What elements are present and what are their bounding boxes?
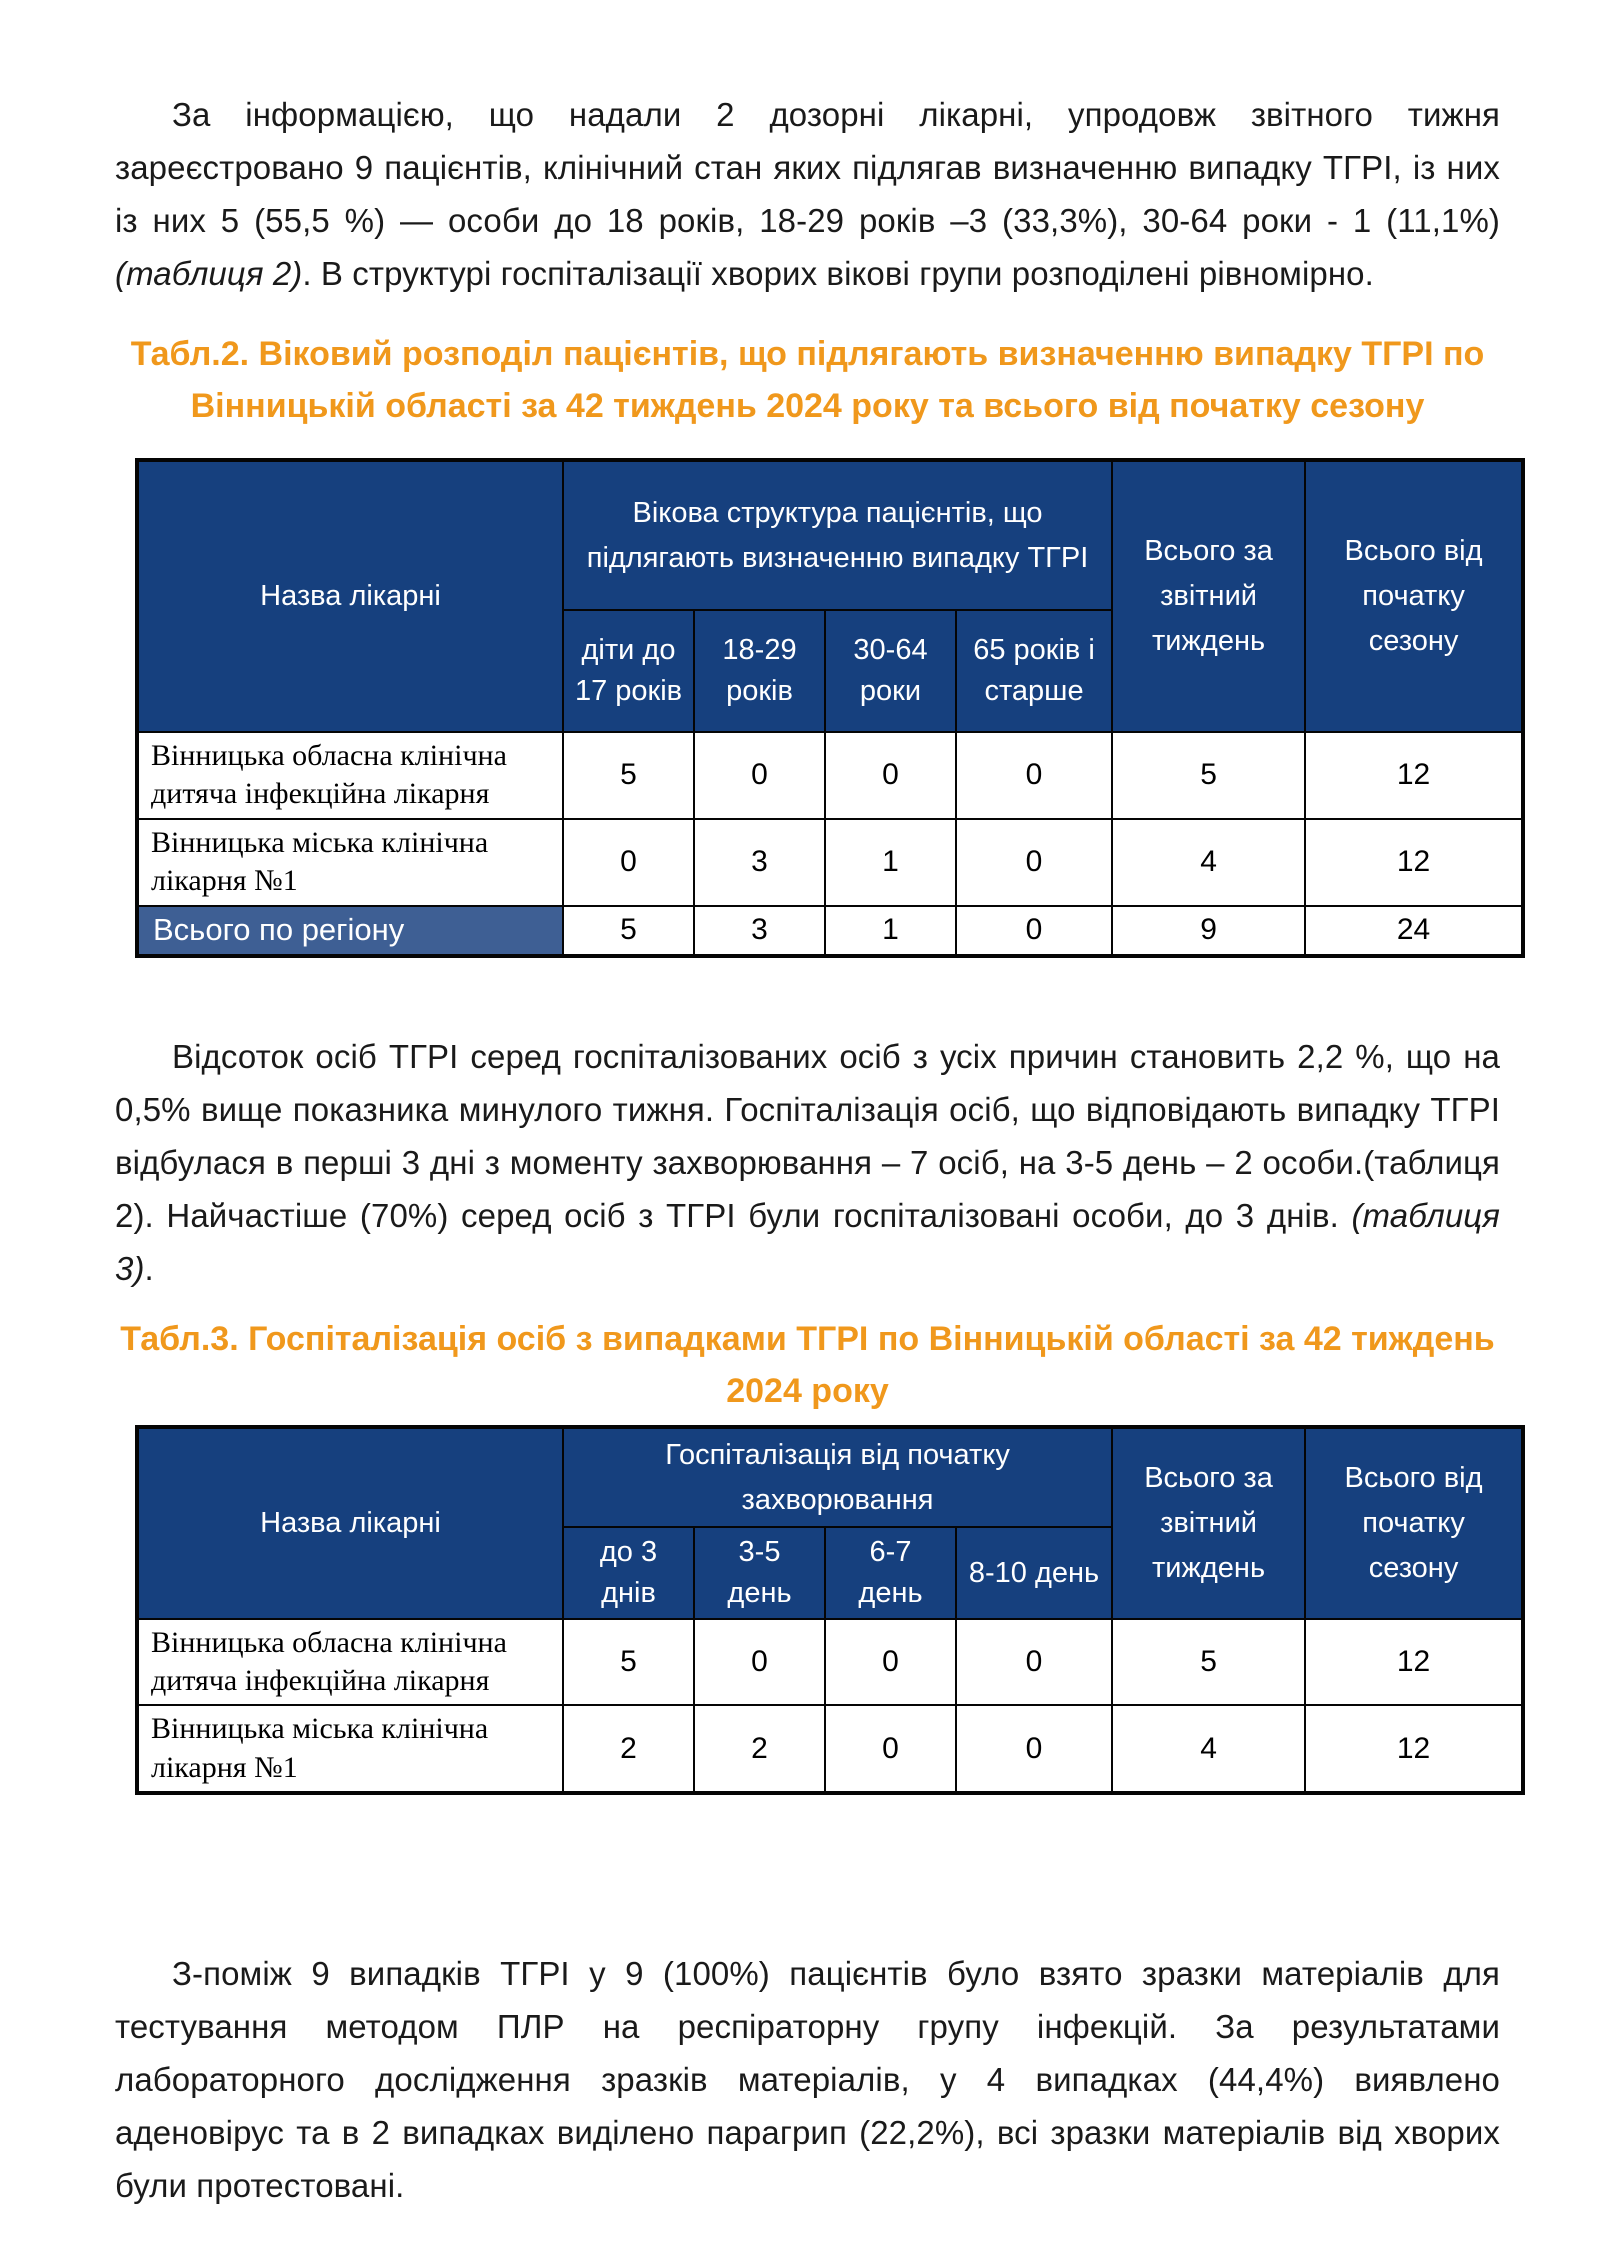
table2-header-total-week: Всього за звітний тиждень [1112, 460, 1305, 732]
paragraph-2 [115, 1030, 1500, 1295]
cell-value: 12 [1305, 732, 1523, 819]
table2-header-hospital-name: Назва лікарні [137, 460, 563, 732]
cell-value: 0 [956, 732, 1112, 819]
paragraph-2-table-ref: (таблиця 3) [115, 1196, 1500, 1287]
cell-value: 3 [694, 819, 825, 906]
table3-header-6-7-days: 6-7 день [825, 1527, 956, 1618]
cell-value: 0 [694, 732, 825, 819]
hospital-name: Вінницька міська клінічна лікарня №1 [137, 1705, 563, 1793]
cell-value: 5 [563, 732, 694, 819]
table3-header-hospital-name: Назва лікарні [137, 1427, 563, 1619]
table2 [135, 458, 1525, 958]
paragraph-1-text-end: . В структурі госпіталізації хворих вікові групи розподілені рівномірно. [302, 255, 1374, 292]
cell-value: 0 [694, 1619, 825, 1706]
paragraph-1-text: За інформацією, що надали 2 дозорні лікарні, упродовж звітного тижня зареєстровано 9 пацієнтів, клінічний стан яких підлягав визначенню випадку ТГРІ, із них із них 5 (55,5 %) — особи до 18 років, 18-29 років –3 (33,3%), 30-64 роки - 1 (11,1%) [115, 96, 1500, 239]
region-total-label: Всього по регіону [137, 906, 563, 956]
table2-header-age-18-29: 18-29 років [694, 610, 825, 732]
cell-value: 0 [956, 1705, 1112, 1793]
cell-value: 12 [1305, 1619, 1523, 1706]
cell-value: 4 [1112, 1705, 1305, 1793]
table3-header-total-season: Всього від початку сезону [1305, 1427, 1523, 1619]
cell-value: 12 [1305, 1705, 1523, 1793]
table3 [135, 1425, 1525, 1796]
cell-value: 0 [825, 1705, 956, 1793]
hospital-name: Вінницька міська клінічна лікарня №1 [137, 819, 563, 906]
cell-value: 0 [956, 906, 1112, 956]
paragraph-3-text: З-поміж 9 випадків ТГРІ у 9 (100%) пацієнтів було взято зразки матеріалів для тестування методом ПЛР на респіраторну групу інфекцій. За результатами лабораторного дослідження зразків матеріалів, у 4 випадках (44,4%) виявлено аденовірус та в 2 випадках виділено парагрип (22,2%), всі зразки матеріалів від хворих були протестовані. [115, 1955, 1500, 2205]
cell-value: 4 [1112, 819, 1305, 906]
table2-row-city-hospital [137, 819, 1523, 906]
paragraph-2-text: Відсоток осіб ТГРІ серед госпіталізованих осіб з усіх причин становить 2,2 %, що на 0,5% вище показника минулого тижня. Госпіталізація осіб, що відповідають випадку ТГРІ відбулася в перші 3 дні з моменту захворювання – 7 осіб, на 3-5 день – 2 особи.(таблиця 2). Найчастіше (70%) серед осіб з ТГРІ були госпіталізовані особи, до 3 днів. [115, 1037, 1500, 1234]
cell-value: 5 [563, 1619, 694, 1706]
table2-row-region-total [137, 906, 1523, 956]
cell-value: 9 [1112, 906, 1305, 956]
paragraph-1-table-ref: (таблиця 2) [115, 255, 303, 292]
paragraph-3 [115, 1947, 1500, 2212]
cell-value: 0 [825, 1619, 956, 1706]
table3-header-8-10-days: 8-10 день [956, 1527, 1112, 1618]
paragraph-1 [115, 88, 1500, 300]
table3-row-oblast-hospital [137, 1619, 1523, 1706]
cell-value: 5 [563, 906, 694, 956]
table2-title: Табл.2. Віковий розподіл пацієнтів, що підлягають визначенню випадку ТГРІ по Вінницькій області за 42 тиждень 2024 року та всього від початку сезону [130, 335, 1485, 425]
table2-header-age-0-17: діти до 17 років [563, 610, 694, 732]
cell-value: 12 [1305, 819, 1523, 906]
table2-header-age-30-64: 30-64 роки [825, 610, 956, 732]
cell-value: 1 [825, 906, 956, 956]
paragraph-2-text-end: . [144, 1249, 154, 1287]
table3-row-city-hospital [137, 1705, 1523, 1793]
cell-value: 0 [956, 819, 1112, 906]
table2-header-age-structure: Вікова структура пацієнтів, що підлягають визначенню випадку ТГРІ [563, 460, 1112, 610]
table2-header-total-season: Всього від початку сезону [1305, 460, 1523, 732]
cell-value: 2 [694, 1705, 825, 1793]
table3-header-3-5-days: 3-5 день [694, 1527, 825, 1618]
table3-header-under-3-days: до 3 днів [563, 1527, 694, 1618]
cell-value: 0 [825, 732, 956, 819]
cell-value: 2 [563, 1705, 694, 1793]
hospital-name: Вінницька обласна клінічна дитяча інфекційна лікарня [137, 732, 563, 819]
cell-value: 24 [1305, 906, 1523, 956]
hospital-name: Вінницька обласна клінічна дитяча інфекційна лікарня [137, 1619, 563, 1706]
cell-value: 0 [956, 1619, 1112, 1706]
cell-value: 1 [825, 819, 956, 906]
cell-value: 5 [1112, 1619, 1305, 1706]
cell-value: 0 [563, 819, 694, 906]
table3-title: Табл.3. Госпіталізація осіб з випадками ТГРІ по Вінницькій області за 42 тиждень 2024 року [120, 1319, 1495, 1410]
table2-header-age-65plus: 65 років і старше [956, 610, 1112, 732]
cell-value: 5 [1112, 732, 1305, 819]
table3-header-total-week: Всього за звітний тиждень [1112, 1427, 1305, 1619]
cell-value: 3 [694, 906, 825, 956]
table3-header-hospitalization-onset: Госпіталізація від початку захворювання [563, 1427, 1112, 1528]
table2-row-oblast-hospital [137, 732, 1523, 819]
